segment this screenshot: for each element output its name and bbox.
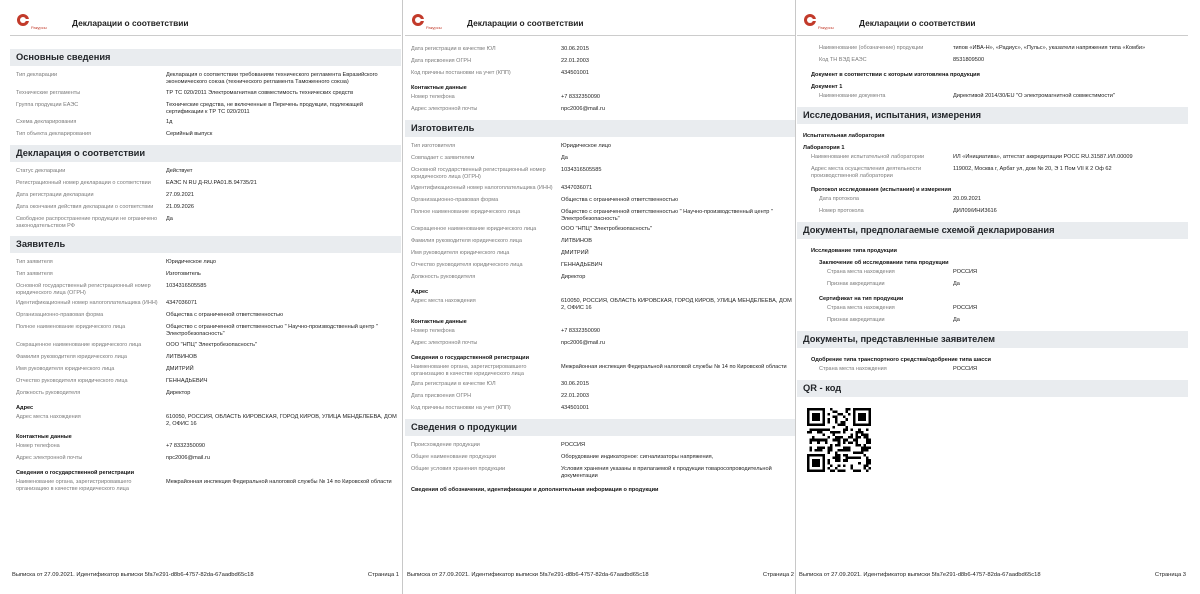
field-label: Страна места нахождения [827,268,895,275]
field-value: РОССИЯ [561,442,586,448]
field-value: ДМИТРИЙ [166,365,194,372]
page-header-title: Декларации о соответствии [72,18,189,28]
info-row [405,105,796,117]
field-label: Общие условия хранения продукции [411,466,506,472]
field-value: ГЕННАДЬЕВИЧ [166,377,208,384]
field-value: Да [953,280,960,287]
field-value: Общества с ограниченной ответственностью [166,312,284,318]
info-row [405,404,796,416]
field-value: 434501001 [561,405,589,411]
info-row [10,311,401,323]
brand-logo-caption: Ракурсы [818,25,834,30]
lab-rows [797,153,1188,183]
basic-info-rows [10,71,401,142]
field-label: Наименование органа, зарегистрировавшего организацию в качестве юридического лица [16,479,132,492]
field-value: +7 8332350090 [561,327,601,334]
manufacturer-registration-rows [405,363,796,417]
field-label: Статус декларации [16,168,66,174]
info-row [405,57,796,69]
field-value: 20.09.2021 [953,195,981,202]
product-identification-rows [797,44,1188,68]
field-value: Директор [561,274,586,280]
info-row [797,195,1188,207]
section-title-basic: Основные сведения [10,49,401,66]
field-value: 1д [166,119,173,125]
field-value: типов «ИВА-Н», «Радиус», «Пульс», указатели напряжения типа «Комби» [953,45,1146,51]
footer-extract-info: Выписка от 27.09.2021. Идентификатор выписки 5fa7e291-d8b6-4757-82da-67aadbd65c18 [12,572,254,578]
field-label: Признак аккредитации [827,280,885,287]
info-row [10,478,401,496]
info-row [405,441,796,453]
field-label: Идентификационный номер налогоплательщика (ИНН) [411,184,553,191]
subsection-type-study: Исследование типа продукции [811,247,897,254]
field-value: Межрайонная инспекция Федеральной налоговой службы № 14 по Кировской области [166,479,392,485]
field-value: 30.06.2015 [561,381,589,387]
info-row [405,363,796,381]
field-value: 610050, РОССИЯ, ОБЛАСТЬ КИРОВСКАЯ, ГОРОД КИРОВ, УЛИЦА МЕНДЕЛЕЕВА, ДОМ 2, ОФИС 16 [166,413,397,427]
info-row [10,258,401,270]
field-label: Номер телефона [411,94,455,100]
info-row [405,261,796,273]
section-title-manufacturer: Изготовитель [405,120,796,137]
info-row [797,44,1188,56]
page-divider [795,0,796,594]
info-row [405,453,796,465]
info-row [10,454,401,466]
field-value: Общество с ограниченной ответственностью " Научно-производственный центр " Электробезопасность" [561,208,773,222]
subsection-protocol: Протокол исследования (испытания) и измерения [811,186,952,193]
field-label: Дата окончания действия декларации о соответствии [16,204,154,210]
field-label: Регистрационный номер декларации о соответствии [16,180,151,186]
field-label: Дата регистрации декларации [16,192,94,198]
page-header [797,0,1188,36]
brand-logo-caption: Ракурсы [426,25,442,30]
info-row [10,101,401,119]
info-row [10,323,401,341]
info-row [10,377,401,389]
field-value: Межрайонная инспекция Федеральной налоговой службы № 14 по Кировской области [561,363,787,370]
applicant-contact-rows [405,93,796,117]
info-row [405,380,796,392]
field-label: Отчество руководителя юридического лица [411,262,523,268]
field-label: Наименование испытательной лаборатории [811,154,925,160]
field-value: Декларация о соответствии требованиям технического регламента Евразийского экономического союза (технического регламента Таможенного союза) [166,72,378,85]
page-header [405,0,796,36]
field-value: Юридическое лицо [166,258,217,265]
field-label: Адрес места нахождения [411,298,476,304]
subsection-vehicle-approval: Одобрение типа транспортного средства/одобрение типа шасси [811,356,991,363]
field-value: ЕАЭС N RU Д-RU.PA01.B.94735/21 [166,180,257,186]
info-row [10,341,401,353]
page-header-title: Декларации о соответствии [467,18,584,28]
field-label: Свободное распространение продукции не ограничено законодательством РФ [16,216,158,229]
field-label: Номер телефона [411,327,455,334]
field-label: Тип заявителя [16,270,53,277]
field-label: Основной государственный регистрационный номер юридического лица (ОГРН) [411,167,546,180]
field-value: Да [166,216,173,222]
field-label: Признак аккредитации [827,316,885,323]
field-value: 1034316505585 [166,282,207,289]
subsection-type-certificate: Сертификат на тип продукции [819,295,904,302]
manufacturer-rows [405,142,796,285]
info-row [10,299,401,311]
info-row [405,208,796,226]
field-value: 4347036071 [561,184,593,191]
info-row [405,249,796,261]
field-label: Страна места нахождения [827,304,895,311]
field-label: Организационно-правовая форма [16,312,104,318]
field-value: РОССИЯ [953,365,978,372]
field-label: Схема декларирования [16,119,77,125]
field-label: Наименование органа, зарегистрировавшего организацию в качестве юридического лица [411,363,527,377]
info-row [10,413,401,431]
field-value: Юридическое лицо [561,143,612,149]
page-footer [10,572,401,582]
field-label: Общее наименование продукции [411,454,496,460]
product-rows [405,441,796,483]
document-page-2 [405,0,796,594]
field-value: 8531809500 [953,57,985,63]
field-value: ООО "НПЦ" Электробезопасность" [561,226,652,232]
info-row [405,225,796,237]
conclusion-rows [797,268,1188,292]
field-label: Сокращенное наименование юридического лица [411,226,537,232]
field-value: ИЛ «Инициатива», аттестат аккредитации РОСС RU.31587.ИЛ.00009 [953,154,1133,160]
field-label: Организационно-правовая форма [411,196,499,203]
footer-extract-info: Выписка от 27.09.2021. Идентификатор выписки 5fa7e291-d8b6-4757-82da-67aadbd65c18 [799,572,1041,578]
certificate-rows [797,304,1188,328]
info-row [10,282,401,300]
info-row [10,167,401,179]
field-value: npc2006@mail.ru [166,455,210,461]
subsection-product-identification: Сведения об обозначении, идентификации и дополнительная информация о продукции [411,486,659,493]
field-value: ДИЛ09/ИНИ3616 [953,207,997,214]
info-row [797,207,1188,219]
field-label: Адрес места осуществления деятельности производственной лаборатории [811,166,922,179]
info-row [797,268,1188,280]
info-row [797,365,1188,377]
section-title-research: Исследования, испытания, измерения [797,107,1188,124]
page-footer [797,572,1188,582]
footer-extract-info: Выписка от 27.09.2021. Идентификатор выписки 5fa7e291-d8b6-4757-82da-67aadbd65c18 [407,572,649,578]
info-row [10,179,401,191]
info-row [405,196,796,208]
subsection-address: Адрес [411,289,429,295]
page-divider [402,0,403,594]
field-value: +7 8332350090 [166,443,206,449]
field-value: Оборудование индикаторное: сигнализаторы напряжения, [561,454,714,460]
field-value: 119002, Москва г, Арбат ул, дом № 20, Э 1 Пом VII К 2 Оф 62 [953,166,1112,172]
field-label: Полное наименование юридического лица [411,208,521,215]
field-value: Директивой 2014/30/EU "О электромагнитной совместимости" [953,93,1115,99]
footer-page-number: Страница 3 [1154,572,1186,578]
field-label: Должность руководителя [411,274,476,280]
section-title-declaration: Декларация о соответствии [10,145,401,162]
applicant-registration-rows [405,45,796,81]
field-label: Должность руководителя [16,389,81,396]
info-row [10,191,401,203]
info-row [405,339,796,351]
field-label: Полное наименование юридического лица [16,324,126,330]
field-label: Наименование документа [819,93,886,99]
field-label: Дата протокола [819,195,859,202]
document-page-3 [797,0,1188,594]
field-value: РОССИЯ [953,268,978,275]
info-row [797,165,1188,183]
subsection-lab-1: Лаборатория 1 [803,145,845,151]
field-value: 30.06.2015 [561,46,589,52]
field-value: npc2006@mail.ru [561,339,605,346]
qr-code-icon [807,408,871,472]
field-label: Отчество руководителя юридического лица [16,377,128,384]
info-row [405,45,796,57]
field-label: Тип объекта декларирования [16,131,91,137]
field-label: Код ТН ВЭД ЕАЭС [819,57,867,63]
brand-logo-icon [16,13,30,27]
info-row [405,392,796,404]
brand-logo-icon [411,13,425,27]
subsection-document-1: Документ 1 [811,84,843,90]
field-value: ГЕННАДЬЕВИЧ [561,262,603,268]
field-label: Адрес места нахождения [16,413,81,420]
subsection-study-conclusion: Заключение об исследовании типа продукции [819,259,949,266]
info-row [797,92,1188,104]
info-row [10,442,401,454]
info-row [797,316,1188,328]
section-title-applicant-documents: Документы, представленные заявителем [797,331,1188,348]
page-header [10,0,401,36]
brand-logo-caption: Ракурсы [31,25,47,30]
brand-logo-icon [803,13,817,27]
field-value: Технические средства, не включенные в Перечень продукции, подлежащей сертификации к ТР ТС 020/2011 [166,101,363,115]
field-value: 1034316505585 [561,167,602,173]
field-label: Номер протокола [819,207,864,214]
subsection-state-registration: Сведения о государственной регистрации [411,354,530,361]
field-value: Да [561,155,568,161]
field-label: Происхождение продукции [411,442,480,448]
field-label: Сокращенное наименование юридического лица [16,341,142,348]
info-row [10,353,401,365]
applicant-rows [10,258,401,401]
info-row [10,215,401,233]
info-row [10,203,401,215]
info-row [405,93,796,105]
subsection-address: Адрес [16,404,34,411]
field-label: Имя руководителя юридического лица [411,250,510,256]
field-label: Наименование (обозначение) продукции [819,45,924,51]
section-title-qr: QR - код [797,380,1188,397]
field-value: ЛИТВИНОВ [561,238,592,244]
info-row [405,465,796,483]
field-value: РОССИЯ [953,304,978,311]
info-row [405,184,796,196]
field-value: Общество с ограниченной ответственностью " Научно-производственный центр " Электробезопасность" [166,324,378,337]
info-row [797,280,1188,292]
field-value: 22.01.2003 [561,393,589,399]
field-value: 4347036071 [166,300,198,306]
field-label: Группа продукции ЕАЭС [16,101,79,108]
field-label: Идентификационный номер налогоплательщика (ИНН) [16,300,158,306]
info-row [10,118,401,130]
field-value: npc2006@mail.ru [561,106,605,112]
field-value: 22.01.2003 [561,58,589,64]
field-label: Дата присвоения ОГРН [411,58,472,64]
field-label: Имя руководителя юридического лица [16,365,115,372]
field-value: ДМИТРИЙ [561,250,589,256]
field-value: 610050, РОССИЯ, ОБЛАСТЬ КИРОВСКАЯ, ГОРОД КИРОВ, УЛИЦА МЕНДЕЛЕЕВА, ДОМ 2, ОФИС 16 [561,298,792,311]
page-footer [405,572,796,582]
protocol-rows [797,195,1188,219]
field-label: Дата присвоения ОГРН [411,393,472,399]
field-value: 21.09.2026 [166,204,194,210]
section-title-scheme-documents: Документы, предполагаемые схемой декларирования [797,222,1188,239]
info-row [10,130,401,142]
footer-page-number: Страница 2 [762,572,794,578]
field-value: Общества с ограниченной ответственностью [561,196,679,203]
field-label: Тип заявителя [16,258,53,265]
info-row [797,153,1188,165]
field-value: Да [953,316,960,323]
field-label: Совпадает с заявителем [411,155,475,161]
field-label: Основной государственный регистрационный номер юридического лица (ОГРН) [16,282,151,296]
field-label: Номер телефона [16,443,60,449]
field-label: Фамилия руководителя юридического лица [16,353,127,360]
subsection-contacts: Контактные данные [16,434,72,440]
field-label: Код причины постановки на учет (КПП) [411,405,511,411]
subsection-state-registration: Сведения о государственной регистрации [16,470,135,476]
field-value: ТР ТС 020/2011 Электромагнитная совместимость технических средств [166,89,354,96]
field-label: Страна места нахождения [819,365,887,372]
subsection-contacts: Контактные данные [411,85,467,91]
field-label: Тип декларации [16,72,58,78]
field-value: ЛИТВИНОВ [166,353,197,360]
field-label: Код причины постановки на учет (КПП) [411,70,511,76]
field-label: Адрес электронной почты [411,106,478,112]
field-value: Серийный выпуск [166,131,213,137]
footer-page-number: Страница 1 [367,572,399,578]
info-row [10,89,401,101]
field-label: Дата регистрации в качестве ЮЛ [411,381,496,387]
field-value: +7 8332350090 [561,94,601,100]
subsection-manufacturing-document: Документ в соответствии с которым изготовлена продукция [811,72,980,78]
info-row [10,365,401,377]
info-row [405,142,796,154]
subsection-contacts: Контактные данные [411,318,467,325]
section-title-applicant: Заявитель [10,236,401,253]
field-label: Адрес электронной почты [411,339,478,346]
info-row [405,166,796,184]
document-page-1 [10,0,401,594]
applicant-contact-rows [10,442,401,466]
manufacturer-contact-rows [405,327,796,351]
declaration-rows [10,167,401,233]
info-row [10,270,401,282]
info-row [405,273,796,285]
field-value: 27.09.2021 [166,192,194,198]
field-label: Технические регламенты [16,89,81,96]
info-row [405,69,796,81]
field-value: Директор [166,389,191,396]
page-header-title: Декларации о соответствии [859,18,976,28]
info-row [405,237,796,249]
info-row [10,389,401,401]
field-value: ООО "НПЦ" Электробезопасность" [166,341,257,348]
field-value: 434501001 [561,70,589,76]
field-value: Действует [166,168,193,174]
field-label: Адрес электронной почты [16,455,83,461]
section-title-product: Сведения о продукции [405,419,796,436]
info-row [10,71,401,89]
info-row [405,327,796,339]
subsection-test-lab: Испытательная лаборатория [803,133,885,139]
info-row [797,56,1188,68]
approval-rows [797,365,1188,377]
field-label: Тип изготовителя [411,143,456,149]
field-label: Фамилия руководителя юридического лица [411,238,522,244]
field-value: Условия хранения указаны в прилагаемой к продукции товаросопроводительной документации [561,466,772,479]
field-value: Изготовитель [166,270,201,277]
info-row [797,304,1188,316]
info-row [405,154,796,166]
info-row [405,297,796,315]
field-label: Дата регистрации в качестве ЮЛ [411,46,496,52]
